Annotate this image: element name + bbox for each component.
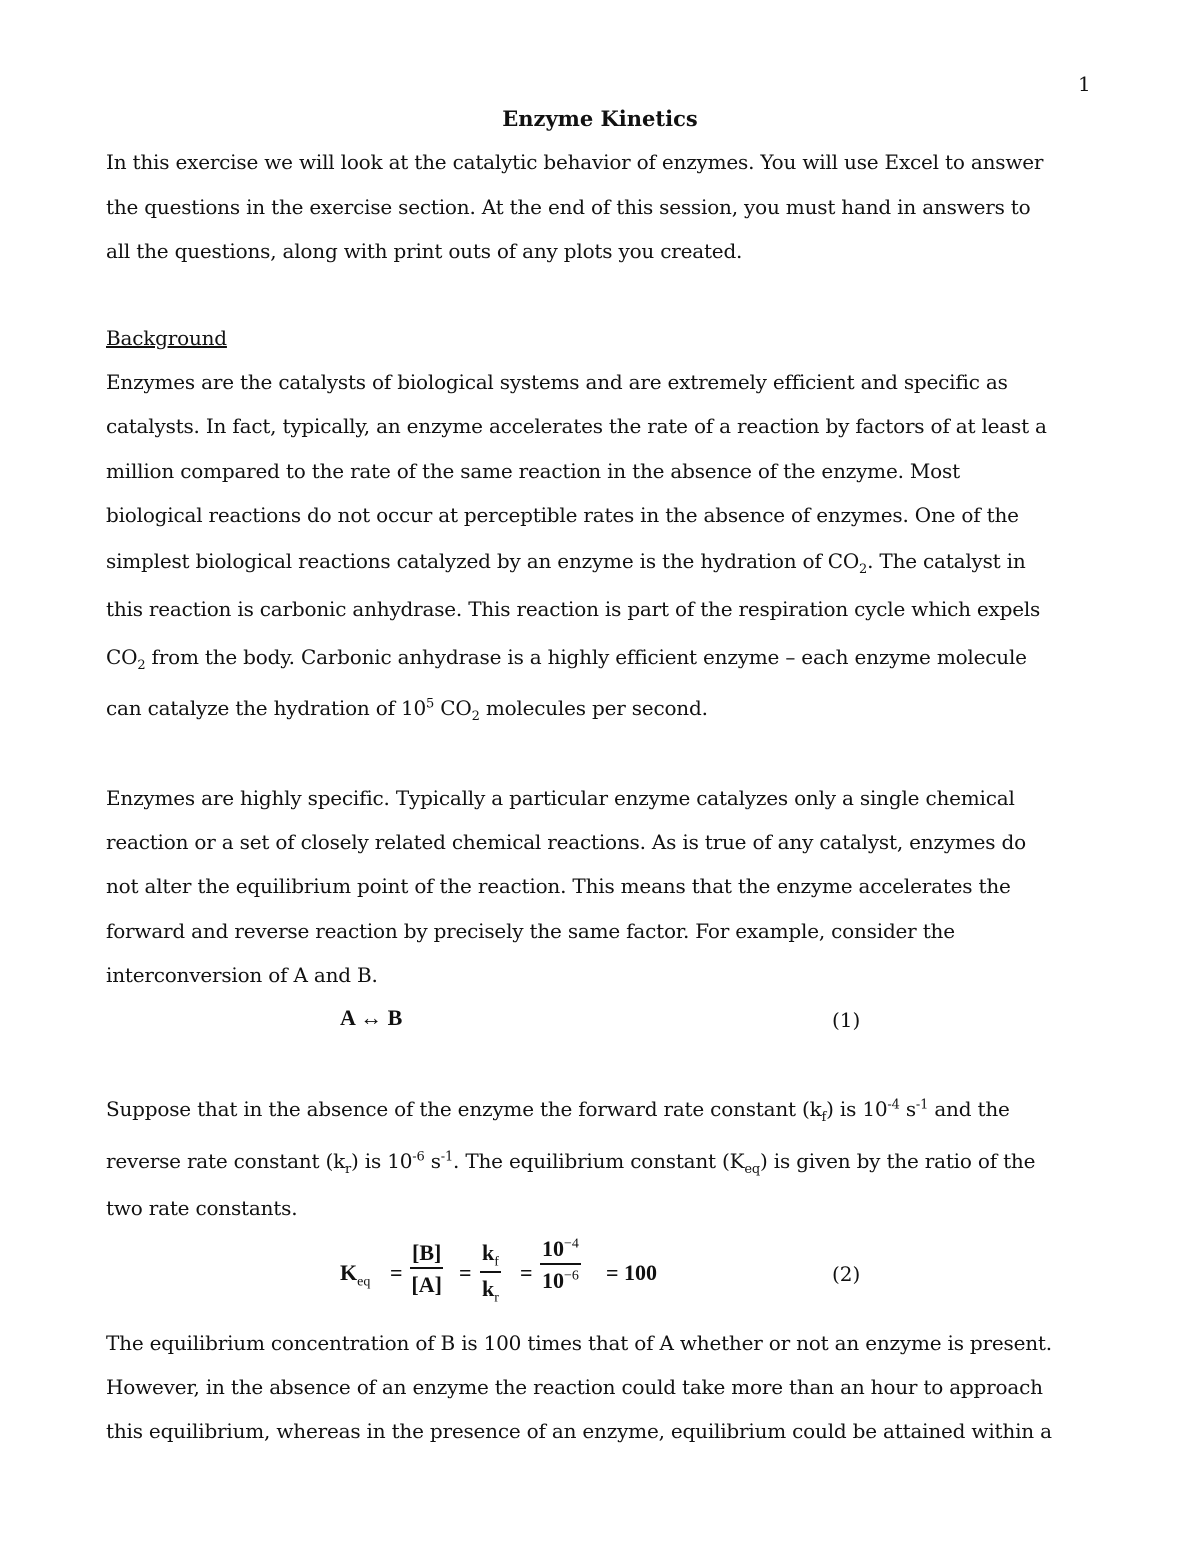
- equilibrium-line-3: this equilibrium, whereas in the presence of an enzyme, equilibrium could be attained within a: [106, 1419, 1052, 1443]
- equilibrium-line-2: However, in the absence of an enzyme the reaction could take more than an hour to approach: [106, 1375, 1043, 1399]
- intro-line-1: In this exercise we will look at the catalytic behavior of enzymes. You will use Excel to answer: [106, 150, 1044, 174]
- eq2-equals-2: =: [459, 1260, 472, 1285]
- specific-line-2: reaction or a set of closely related chemical reactions. As is true of any catalyst, enzymes do: [106, 830, 1026, 854]
- intro-line-2: the questions in the exercise section. At the end of this session, you must hand in answers to: [106, 195, 1031, 219]
- background-heading: Background: [106, 326, 227, 350]
- eq2-fraction-rate-constants: [480, 1240, 501, 1307]
- eq2-numerator-value: $10^{-4}$: [540, 1236, 581, 1265]
- specific-line-1: Enzymes are highly specific. Typically a particular enzyme catalyzes only a single chemical: [106, 786, 1015, 810]
- equation-1-number: (1): [832, 1008, 861, 1032]
- specific-line-5: interconversion of A and B.: [106, 963, 378, 987]
- intro-line-3: all the questions, along with print outs of any plots you created.: [106, 239, 743, 263]
- eq2-denominator-value: $10^{-6}$: [542, 1268, 579, 1293]
- eq2-numerator-kf: $k_f$: [480, 1240, 501, 1273]
- eq2-result: = 100: [606, 1260, 658, 1285]
- eq2-equals-3: =: [520, 1260, 533, 1285]
- background-line-1: Enzymes are the catalysts of biological systems and are extremely efficient and specific as: [106, 370, 1008, 394]
- rates-line-1: Suppose that in the absence of the enzyme the forward rate constant $(k_f)$ is $10^{-4}$ $s^{-1}$ and the: [106, 1097, 1010, 1125]
- eq2-numerator-b: [B]: [410, 1240, 443, 1269]
- equation-2-number: (2): [832, 1262, 861, 1286]
- eq2-equals-1: =: [390, 1260, 403, 1285]
- specific-line-4: forward and reverse reaction by precisely the same factor. For example, consider the: [106, 919, 955, 943]
- background-line-3: million compared to the rate of the same reaction in the absence of the enzyme. Most: [106, 459, 960, 483]
- eq2-denominator-a: [A]: [411, 1272, 442, 1297]
- eq2-fraction-values: [540, 1236, 581, 1294]
- eq2-denominator-kr: $k_r$: [482, 1276, 499, 1306]
- rates-line-2: reverse rate constant $(k_r)$ is $10^{-6}$ $s^{-1}$. The equilibrium constant $(K_{eq})$ is given by the ratio of the: [106, 1149, 1036, 1177]
- eq2-fraction-concentrations: [410, 1240, 443, 1298]
- background-line-6: this reaction is carbonic anhydrase. This reaction is part of the respiration cycle which expels: [106, 597, 1041, 621]
- background-line-8: can catalyze the hydration of $10^5$ $CO_2$ molecules per second.: [106, 696, 708, 724]
- background-line-2: catalysts. In fact, typically, an enzyme accelerates the rate of a reaction by factors of at least a: [106, 414, 1047, 438]
- equation-1: A ↔ B: [340, 1005, 403, 1030]
- background-line-4: biological reactions do not occur at perceptible rates in the absence of enzymes. One of the: [106, 503, 1019, 527]
- equilibrium-line-1: The equilibrium concentration of B is 100 times that of A whether or not an enzyme is present.: [106, 1331, 1052, 1355]
- page-number: 1: [1078, 72, 1091, 96]
- background-line-5: simplest biological reactions catalyzed by an enzyme is the hydration of $CO_2$. The catalyst in: [106, 549, 1026, 577]
- specific-line-3: not alter the equilibrium point of the reaction. This means that the enzyme accelerates the: [106, 874, 1011, 898]
- rates-line-3: two rate constants.: [106, 1196, 298, 1220]
- page-title: Enzyme Kinetics: [502, 106, 698, 131]
- eq2-keq: $K_{eq}$: [340, 1260, 371, 1290]
- background-line-7: $CO_2$ from the body. Carbonic anhydrase is a highly efficient enzyme – each enzyme molecule: [106, 645, 1027, 673]
